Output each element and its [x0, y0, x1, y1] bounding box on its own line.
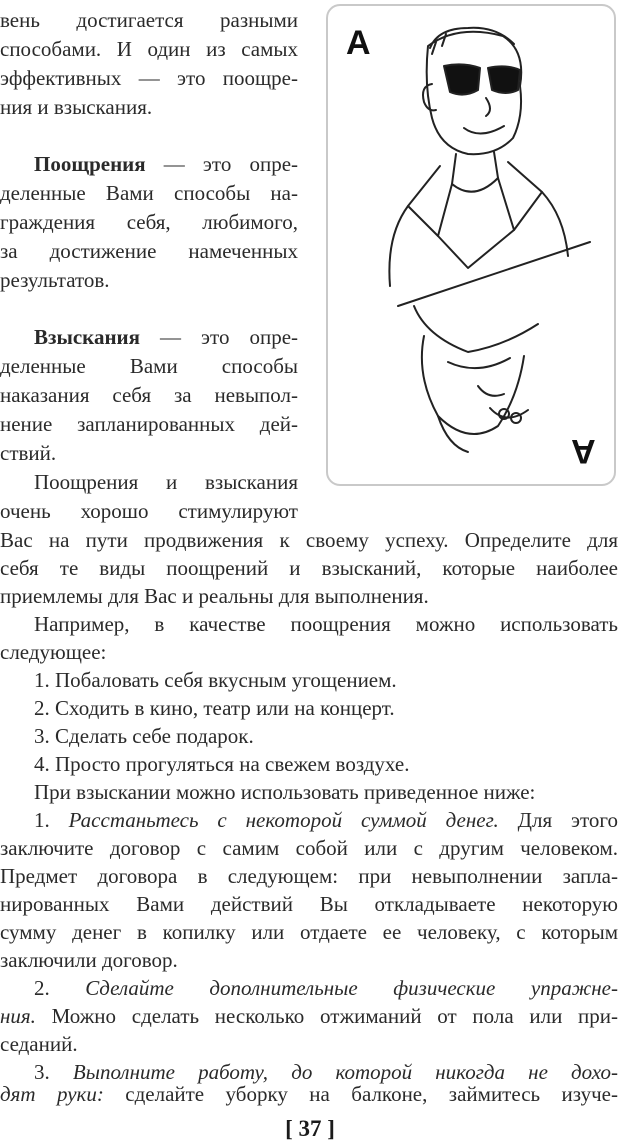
playing-card-illustration — [326, 4, 616, 486]
text-line: Взыскания — это опре- — [34, 325, 299, 349]
text-line: результатов. — [0, 268, 110, 292]
card-corner-letter: A — [571, 432, 596, 470]
text-line: эффективных — это поощре- — [0, 66, 298, 90]
text-line: заключите договор с самим собой или с другим человеком. — [0, 836, 618, 860]
text-line: ния. Можно сделать несколько отжиманий от пола или при- — [0, 1004, 618, 1028]
list-item: 4. Просто прогуляться на свежем воздухе. — [34, 752, 410, 776]
text-line: 1. Расстаньтесь с некоторой суммой денег. Для этого — [34, 808, 619, 832]
list-item: 1. Побаловать себя вкусным угощением. — [34, 668, 397, 692]
text-line: дят руки: сделайте уборку на балконе, займитесь изуче- — [0, 1082, 618, 1106]
text-line: заключили договор. — [0, 948, 178, 972]
text-line: себя те виды поощрений и взысканий, которые наиболее — [0, 556, 618, 580]
card-corner-letter: A — [346, 24, 371, 62]
text-line: Предмет договора в следующем: при невыполнении запла- — [0, 864, 618, 888]
text-line: Поощрения — это опре- — [34, 152, 299, 176]
text-line: нированных Вами действий Вы откладываете некоторую — [0, 892, 618, 916]
text-line: 2. Сделайте дополнительные физические упражне- — [34, 976, 618, 1000]
text-line: ния и взыскания. — [0, 95, 153, 119]
text-line: деленные Вами способы — [0, 354, 298, 378]
cartoon-man-icon — [328, 6, 614, 484]
text-line: деленные Вами способы на- — [0, 181, 298, 205]
list-item: 2. Сходить в кино, театр или на концерт. — [34, 696, 395, 720]
text-line: следующее: — [0, 640, 107, 664]
text-line: очень хорошо стимулируют — [0, 499, 298, 523]
text-line: Вас на пути продвижения к своему успеху. Определите для — [0, 528, 618, 552]
list-item: 3. Сделать себе подарок. — [34, 724, 254, 748]
text-line: Поощрения и взыскания — [34, 470, 298, 494]
text-line: вень достигается разными — [0, 8, 298, 32]
text-line: седаний. — [0, 1032, 78, 1056]
text-line: При взыскании можно использовать приведенное ниже: — [34, 780, 536, 804]
text-line: граждения себя, любимого, — [0, 210, 298, 234]
term-penalties: Взыскания — [34, 325, 141, 349]
text-line: наказания себя за невыпол- — [0, 383, 298, 407]
text-line: за достижение намеченных — [0, 239, 298, 263]
text-line: приемлемы для Вас и реальны для выполнения. — [0, 584, 429, 608]
text-line: Например, в качестве поощрения можно использовать — [34, 612, 618, 636]
text-line: сумму денег в копилку или отдаете ее человеку, с которым — [0, 920, 618, 944]
text-line: 3. Выполните работу, до которой никогда не дохо- — [34, 1060, 619, 1084]
page-number: [ 37 ] — [285, 1116, 335, 1141]
text-line: нение запланированных дей- — [0, 412, 298, 436]
text-line: способами. И один из самых — [0, 37, 298, 61]
term-rewards: Поощрения — [34, 152, 146, 176]
text-line: ствий. — [0, 441, 57, 465]
